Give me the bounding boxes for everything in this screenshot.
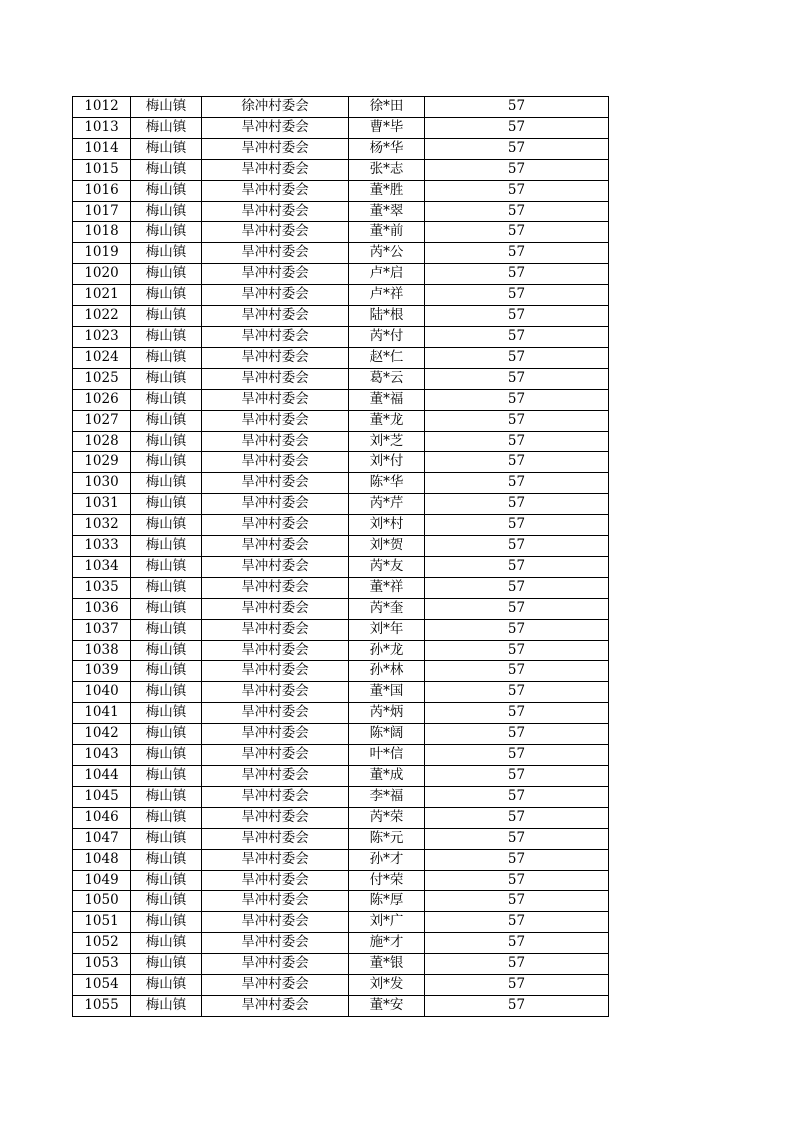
cell-name: 孙*才 [349, 849, 425, 870]
cell-number: 1034 [73, 556, 131, 577]
cell-amount: 57 [425, 933, 609, 954]
cell-name: 叶*信 [349, 745, 425, 766]
cell-town: 梅山镇 [131, 494, 202, 515]
cell-number: 1024 [73, 347, 131, 368]
cell-village: 旱冲村委会 [202, 807, 349, 828]
cell-number: 1045 [73, 786, 131, 807]
cell-amount: 57 [425, 389, 609, 410]
cell-village: 旱冲村委会 [202, 222, 349, 243]
cell-name: 卢*启 [349, 264, 425, 285]
cell-name: 刘*付 [349, 452, 425, 473]
cell-number: 1040 [73, 682, 131, 703]
cell-number: 1023 [73, 326, 131, 347]
roster-table [72, 96, 609, 1017]
cell-village: 旱冲村委会 [202, 933, 349, 954]
cell-town: 梅山镇 [131, 515, 202, 536]
cell-village: 旱冲村委会 [202, 389, 349, 410]
cell-name: 施*才 [349, 933, 425, 954]
cell-number: 1013 [73, 117, 131, 138]
cell-town: 梅山镇 [131, 849, 202, 870]
table-row [73, 870, 609, 891]
cell-village: 旱冲村委会 [202, 975, 349, 996]
cell-amount: 57 [425, 117, 609, 138]
table-row [73, 97, 609, 118]
cell-name: 董*国 [349, 682, 425, 703]
cell-town: 梅山镇 [131, 473, 202, 494]
cell-number: 1035 [73, 577, 131, 598]
cell-name: 董*龙 [349, 410, 425, 431]
cell-number: 1037 [73, 619, 131, 640]
cell-village: 旱冲村委会 [202, 515, 349, 536]
table-row [73, 222, 609, 243]
cell-amount: 57 [425, 264, 609, 285]
cell-town: 梅山镇 [131, 912, 202, 933]
cell-name: 刘*村 [349, 515, 425, 536]
cell-name: 孙*林 [349, 661, 425, 682]
cell-amount: 57 [425, 849, 609, 870]
table-row [73, 786, 609, 807]
cell-amount: 57 [425, 640, 609, 661]
cell-name: 陈*厚 [349, 891, 425, 912]
cell-amount: 57 [425, 598, 609, 619]
cell-number: 1029 [73, 452, 131, 473]
table-row [73, 954, 609, 975]
cell-village: 旱冲村委会 [202, 682, 349, 703]
cell-town: 梅山镇 [131, 347, 202, 368]
cell-number: 1051 [73, 912, 131, 933]
cell-amount: 57 [425, 368, 609, 389]
cell-name: 陈*华 [349, 473, 425, 494]
table-row [73, 368, 609, 389]
table-row [73, 347, 609, 368]
cell-name: 刘*芝 [349, 431, 425, 452]
cell-village: 旱冲村委会 [202, 117, 349, 138]
cell-amount: 57 [425, 410, 609, 431]
table-row [73, 243, 609, 264]
cell-name: 卢*祥 [349, 285, 425, 306]
cell-name: 陆*根 [349, 306, 425, 327]
cell-number: 1020 [73, 264, 131, 285]
cell-name: 芮*芹 [349, 494, 425, 515]
table-row [73, 661, 609, 682]
cell-village: 旱冲村委会 [202, 619, 349, 640]
cell-number: 1050 [73, 891, 131, 912]
cell-village: 旱冲村委会 [202, 138, 349, 159]
table-row [73, 640, 609, 661]
table-row [73, 536, 609, 557]
cell-name: 李*福 [349, 786, 425, 807]
table-row [73, 431, 609, 452]
table-row [73, 619, 609, 640]
cell-village: 旱冲村委会 [202, 724, 349, 745]
cell-number: 1044 [73, 766, 131, 787]
cell-town: 梅山镇 [131, 766, 202, 787]
cell-town: 梅山镇 [131, 368, 202, 389]
cell-town: 梅山镇 [131, 556, 202, 577]
cell-town: 梅山镇 [131, 389, 202, 410]
cell-amount: 57 [425, 138, 609, 159]
table-row [73, 849, 609, 870]
table-row [73, 159, 609, 180]
cell-amount: 57 [425, 766, 609, 787]
cell-town: 梅山镇 [131, 306, 202, 327]
cell-town: 梅山镇 [131, 264, 202, 285]
cell-town: 梅山镇 [131, 138, 202, 159]
cell-name: 董*银 [349, 954, 425, 975]
cell-amount: 57 [425, 745, 609, 766]
cell-name: 徐*田 [349, 97, 425, 118]
cell-name: 芮*荣 [349, 807, 425, 828]
cell-village: 旱冲村委会 [202, 556, 349, 577]
cell-amount: 57 [425, 954, 609, 975]
cell-number: 1046 [73, 807, 131, 828]
cell-amount: 57 [425, 661, 609, 682]
cell-village: 旱冲村委会 [202, 306, 349, 327]
cell-number: 1017 [73, 201, 131, 222]
table-row [73, 515, 609, 536]
cell-village: 旱冲村委会 [202, 995, 349, 1016]
cell-amount: 57 [425, 222, 609, 243]
table-row [73, 807, 609, 828]
cell-town: 梅山镇 [131, 954, 202, 975]
cell-amount: 57 [425, 891, 609, 912]
cell-town: 梅山镇 [131, 97, 202, 118]
cell-name: 刘*年 [349, 619, 425, 640]
cell-name: 董*安 [349, 995, 425, 1016]
cell-number: 1026 [73, 389, 131, 410]
table-row [73, 473, 609, 494]
table-row [73, 828, 609, 849]
cell-number: 1048 [73, 849, 131, 870]
cell-name: 杨*华 [349, 138, 425, 159]
cell-number: 1012 [73, 97, 131, 118]
cell-town: 梅山镇 [131, 870, 202, 891]
cell-number: 1028 [73, 431, 131, 452]
table-row [73, 285, 609, 306]
cell-amount: 57 [425, 577, 609, 598]
cell-village: 旱冲村委会 [202, 828, 349, 849]
table-row [73, 180, 609, 201]
cell-amount: 57 [425, 703, 609, 724]
cell-town: 梅山镇 [131, 222, 202, 243]
cell-amount: 57 [425, 431, 609, 452]
cell-amount: 57 [425, 180, 609, 201]
table-row [73, 452, 609, 473]
cell-town: 梅山镇 [131, 431, 202, 452]
cell-town: 梅山镇 [131, 724, 202, 745]
cell-number: 1042 [73, 724, 131, 745]
cell-village: 旱冲村委会 [202, 745, 349, 766]
cell-village: 旱冲村委会 [202, 431, 349, 452]
cell-number: 1030 [73, 473, 131, 494]
cell-town: 梅山镇 [131, 745, 202, 766]
cell-town: 梅山镇 [131, 703, 202, 724]
cell-amount: 57 [425, 243, 609, 264]
cell-number: 1054 [73, 975, 131, 996]
cell-village: 旱冲村委会 [202, 870, 349, 891]
cell-village: 旱冲村委会 [202, 766, 349, 787]
cell-amount: 57 [425, 975, 609, 996]
cell-amount: 57 [425, 473, 609, 494]
cell-village: 旱冲村委会 [202, 598, 349, 619]
table-row [73, 975, 609, 996]
cell-number: 1053 [73, 954, 131, 975]
cell-town: 梅山镇 [131, 243, 202, 264]
table-row [73, 703, 609, 724]
cell-number: 1015 [73, 159, 131, 180]
cell-number: 1021 [73, 285, 131, 306]
cell-village: 旱冲村委会 [202, 347, 349, 368]
cell-number: 1033 [73, 536, 131, 557]
table-row [73, 598, 609, 619]
table-row [73, 912, 609, 933]
cell-village: 徐冲村委会 [202, 97, 349, 118]
cell-amount: 57 [425, 285, 609, 306]
cell-village: 旱冲村委会 [202, 786, 349, 807]
cell-village: 旱冲村委会 [202, 577, 349, 598]
cell-village: 旱冲村委会 [202, 661, 349, 682]
cell-village: 旱冲村委会 [202, 264, 349, 285]
cell-amount: 57 [425, 682, 609, 703]
cell-number: 1022 [73, 306, 131, 327]
cell-amount: 57 [425, 619, 609, 640]
cell-village: 旱冲村委会 [202, 452, 349, 473]
table-row [73, 556, 609, 577]
cell-town: 梅山镇 [131, 682, 202, 703]
cell-village: 旱冲村委会 [202, 891, 349, 912]
cell-number: 1038 [73, 640, 131, 661]
cell-number: 1027 [73, 410, 131, 431]
cell-village: 旱冲村委会 [202, 326, 349, 347]
cell-name: 葛*云 [349, 368, 425, 389]
cell-village: 旱冲村委会 [202, 473, 349, 494]
table-row [73, 766, 609, 787]
cell-number: 1055 [73, 995, 131, 1016]
cell-town: 梅山镇 [131, 536, 202, 557]
table-row [73, 891, 609, 912]
cell-name: 刘*贺 [349, 536, 425, 557]
table-row [73, 494, 609, 515]
cell-name: 赵*仁 [349, 347, 425, 368]
cell-town: 梅山镇 [131, 410, 202, 431]
cell-number: 1047 [73, 828, 131, 849]
cell-name: 董*成 [349, 766, 425, 787]
cell-name: 曹*毕 [349, 117, 425, 138]
cell-village: 旱冲村委会 [202, 243, 349, 264]
cell-number: 1049 [73, 870, 131, 891]
cell-town: 梅山镇 [131, 786, 202, 807]
cell-name: 芮*炳 [349, 703, 425, 724]
table-row [73, 745, 609, 766]
cell-number: 1019 [73, 243, 131, 264]
cell-amount: 57 [425, 494, 609, 515]
cell-village: 旱冲村委会 [202, 159, 349, 180]
cell-number: 1032 [73, 515, 131, 536]
cell-number: 1039 [73, 661, 131, 682]
cell-name: 刘*广 [349, 912, 425, 933]
cell-town: 梅山镇 [131, 180, 202, 201]
cell-village: 旱冲村委会 [202, 180, 349, 201]
cell-amount: 57 [425, 536, 609, 557]
table-row [73, 410, 609, 431]
cell-number: 1036 [73, 598, 131, 619]
table-row [73, 389, 609, 410]
table-row [73, 264, 609, 285]
cell-town: 梅山镇 [131, 891, 202, 912]
cell-town: 梅山镇 [131, 577, 202, 598]
cell-amount: 57 [425, 870, 609, 891]
cell-town: 梅山镇 [131, 995, 202, 1016]
roster-table-body [73, 97, 609, 1017]
cell-number: 1041 [73, 703, 131, 724]
cell-town: 梅山镇 [131, 598, 202, 619]
cell-name: 芮*友 [349, 556, 425, 577]
cell-name: 芮*公 [349, 243, 425, 264]
cell-town: 梅山镇 [131, 975, 202, 996]
cell-amount: 57 [425, 452, 609, 473]
cell-amount: 57 [425, 556, 609, 577]
cell-name: 芮*奎 [349, 598, 425, 619]
cell-village: 旱冲村委会 [202, 410, 349, 431]
cell-amount: 57 [425, 828, 609, 849]
cell-name: 董*福 [349, 389, 425, 410]
cell-town: 梅山镇 [131, 807, 202, 828]
cell-amount: 57 [425, 515, 609, 536]
table-row [73, 995, 609, 1016]
cell-number: 1016 [73, 180, 131, 201]
cell-village: 旱冲村委会 [202, 912, 349, 933]
cell-name: 孙*龙 [349, 640, 425, 661]
table-row [73, 724, 609, 745]
cell-name: 董*前 [349, 222, 425, 243]
cell-name: 付*荣 [349, 870, 425, 891]
cell-name: 董*翠 [349, 201, 425, 222]
cell-amount: 57 [425, 326, 609, 347]
cell-name: 刘*发 [349, 975, 425, 996]
table-row [73, 577, 609, 598]
cell-town: 梅山镇 [131, 619, 202, 640]
cell-name: 董*胜 [349, 180, 425, 201]
cell-name: 董*祥 [349, 577, 425, 598]
cell-name: 张*志 [349, 159, 425, 180]
cell-number: 1018 [73, 222, 131, 243]
cell-number: 1014 [73, 138, 131, 159]
cell-town: 梅山镇 [131, 640, 202, 661]
cell-town: 梅山镇 [131, 117, 202, 138]
cell-amount: 57 [425, 97, 609, 118]
table-row [73, 201, 609, 222]
cell-number: 1031 [73, 494, 131, 515]
cell-amount: 57 [425, 306, 609, 327]
cell-number: 1025 [73, 368, 131, 389]
cell-village: 旱冲村委会 [202, 640, 349, 661]
cell-amount: 57 [425, 786, 609, 807]
cell-town: 梅山镇 [131, 661, 202, 682]
cell-village: 旱冲村委会 [202, 368, 349, 389]
table-row [73, 682, 609, 703]
cell-number: 1052 [73, 933, 131, 954]
cell-village: 旱冲村委会 [202, 494, 349, 515]
cell-amount: 57 [425, 912, 609, 933]
cell-town: 梅山镇 [131, 159, 202, 180]
cell-town: 梅山镇 [131, 326, 202, 347]
cell-village: 旱冲村委会 [202, 201, 349, 222]
cell-town: 梅山镇 [131, 933, 202, 954]
table-row [73, 117, 609, 138]
cell-village: 旱冲村委会 [202, 536, 349, 557]
cell-town: 梅山镇 [131, 201, 202, 222]
cell-amount: 57 [425, 995, 609, 1016]
cell-name: 陈*阔 [349, 724, 425, 745]
cell-town: 梅山镇 [131, 452, 202, 473]
cell-town: 梅山镇 [131, 828, 202, 849]
cell-number: 1043 [73, 745, 131, 766]
cell-village: 旱冲村委会 [202, 703, 349, 724]
table-row [73, 326, 609, 347]
cell-village: 旱冲村委会 [202, 954, 349, 975]
cell-amount: 57 [425, 347, 609, 368]
cell-amount: 57 [425, 159, 609, 180]
cell-village: 旱冲村委会 [202, 849, 349, 870]
table-row [73, 306, 609, 327]
table-row [73, 933, 609, 954]
cell-amount: 57 [425, 724, 609, 745]
table-row [73, 138, 609, 159]
cell-amount: 57 [425, 807, 609, 828]
cell-amount: 57 [425, 201, 609, 222]
cell-name: 芮*付 [349, 326, 425, 347]
cell-village: 旱冲村委会 [202, 285, 349, 306]
cell-town: 梅山镇 [131, 285, 202, 306]
cell-name: 陈*元 [349, 828, 425, 849]
